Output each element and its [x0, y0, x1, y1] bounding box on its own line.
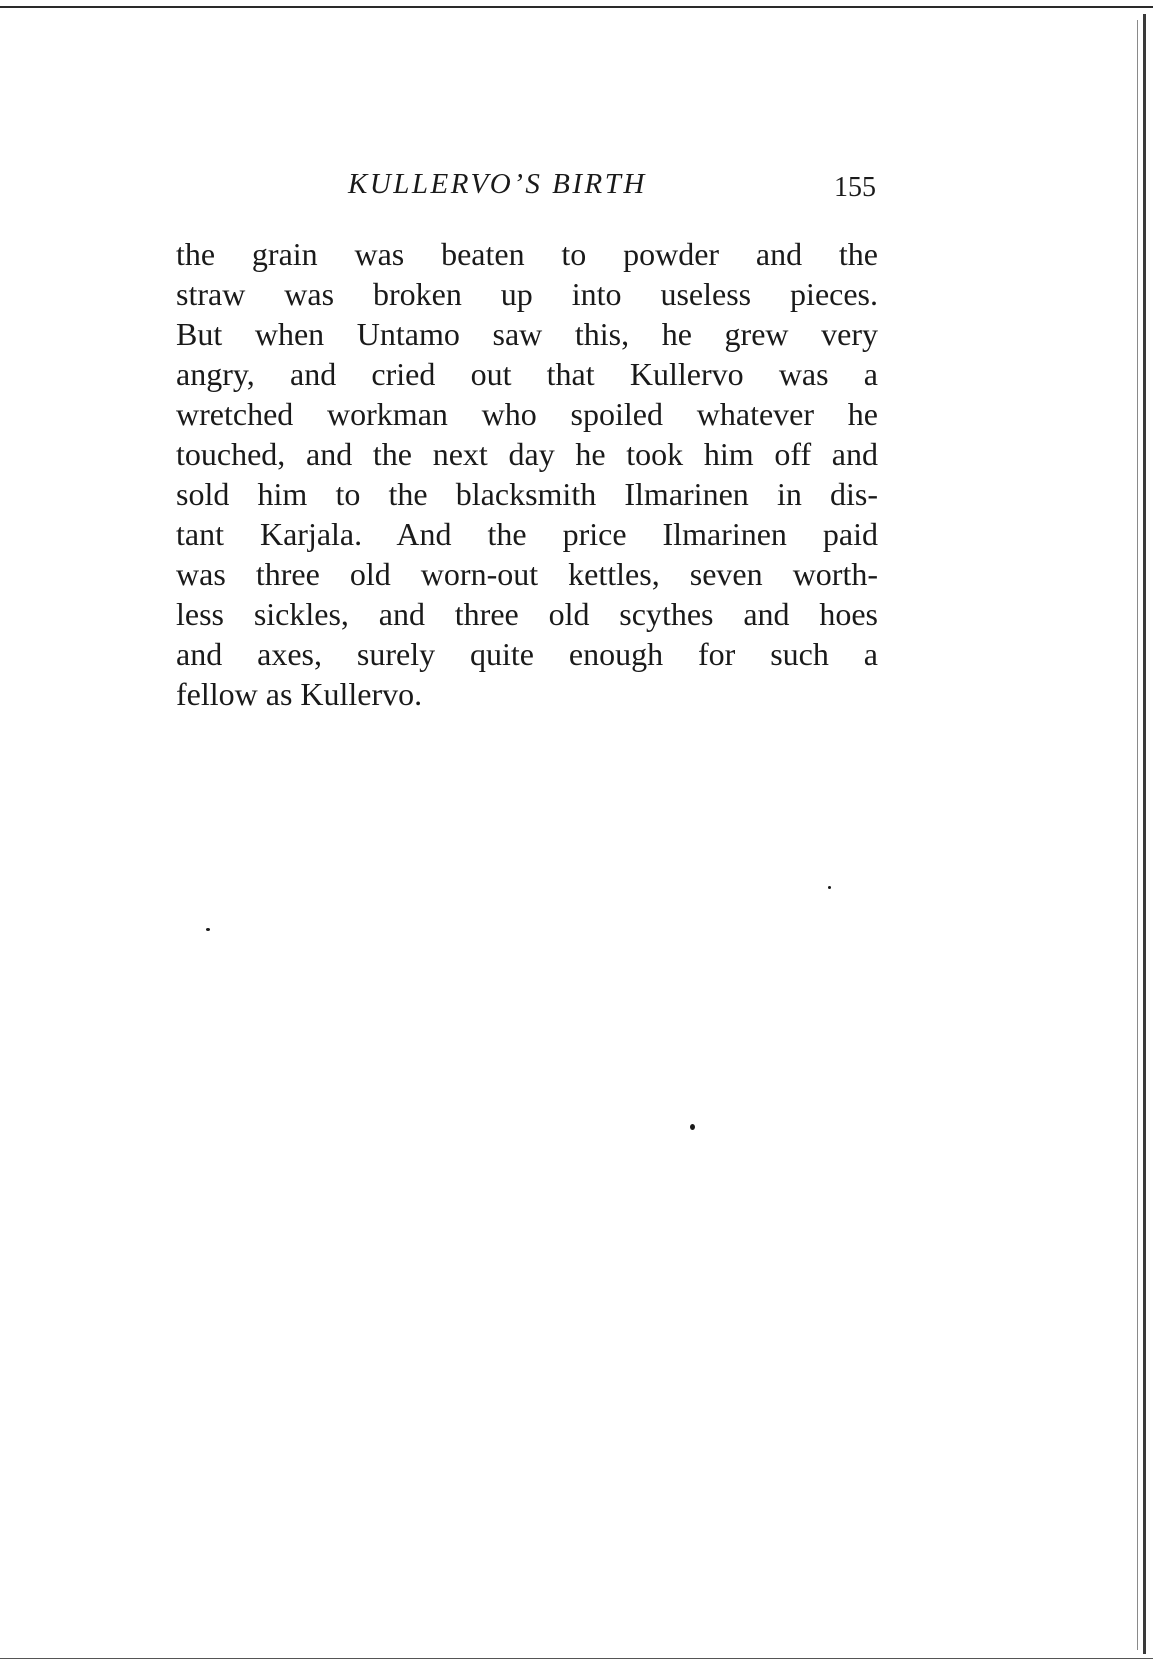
- running-title: KULLERVO’S BIRTH: [348, 168, 647, 200]
- text-line: touched, and the next day he took him off and: [176, 436, 878, 472]
- body-paragraph: [176, 234, 878, 714]
- right-page-edge-inner: [1137, 20, 1138, 1650]
- page-number: 155: [834, 172, 876, 203]
- ink-speck: [690, 1124, 695, 1130]
- text-line: less sickles, and three old scythes and hoes: [176, 596, 878, 632]
- running-head: [176, 168, 876, 208]
- right-page-edge: [1143, 14, 1146, 1654]
- text-line: straw was broken up into useless pieces.: [176, 276, 878, 312]
- text-line: wretched workman who spoiled whatever he: [176, 396, 878, 432]
- ink-speck: [206, 928, 210, 931]
- text-line: But when Untamo saw this, he grew very: [176, 316, 878, 352]
- bottom-page-edge: [0, 1658, 1153, 1659]
- text-line: angry, and cried out that Kullervo was a: [176, 356, 878, 392]
- text-line: fellow as Kullervo.: [176, 676, 423, 712]
- text-line: sold him to the blacksmith Ilmarinen in dis-: [176, 476, 878, 512]
- text-line: was three old worn-out kettles, seven worth-: [176, 556, 878, 592]
- text-line: tant Karjala. And the price Ilmarinen paid: [176, 516, 878, 552]
- top-page-edge: [0, 6, 1153, 8]
- ink-speck: [828, 886, 831, 889]
- text-line: the grain was beaten to powder and the: [176, 236, 878, 272]
- text-line: and axes, surely quite enough for such a: [176, 636, 878, 672]
